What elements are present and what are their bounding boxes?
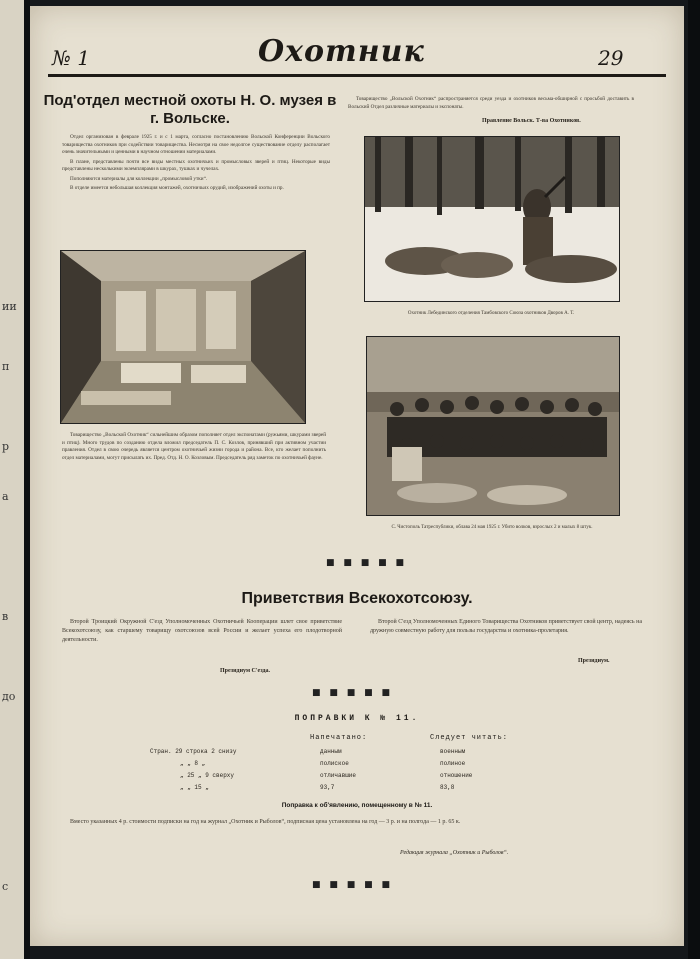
adjacent-page-text: в — [2, 610, 9, 623]
corr-read: 83,8 — [440, 784, 455, 791]
intro-text: Товарищество „Вольской Охотник“ распространяется среди уезда и охотников весьма-обширной с просьбой доставить в Вольский Отдел различные материалы и экспонаты. — [348, 96, 634, 110]
adjacent-page-text: а — [2, 490, 9, 503]
magazine-title: Охотник — [258, 34, 425, 69]
magazine-page — [30, 6, 684, 946]
correction2-title: Поправка к об'явлению, помещенному в № 11. — [281, 802, 433, 809]
article-paragraph: В отделе имеется небольшая коллекция монтажей, охотничьих орудий, изображений охоты и пр. — [70, 185, 284, 191]
corrections-title: ПОПРАВКИ К № 11. — [294, 714, 420, 723]
greeting-right-signature: Президиум. — [578, 658, 610, 664]
corr-printed: данным — [320, 748, 342, 755]
greeting-text: Второй С'езд Уполномоченных Единого Товарищества Охотников приветствует свой центр, надеясь на дружную совместную работу для пользы государства и охотника-пролетария. — [370, 619, 642, 634]
hunters-group-photo — [366, 336, 620, 516]
corr-read: отношение — [440, 772, 473, 779]
corr-page: „ 25 „ 9 сверху — [180, 772, 235, 779]
article-paragraph: Отдел организован в феврале 1925 г. и с 1 марта, согласно постановлению Вольской Конференции Вольского товарищества охотников при содействии товарищества. Несмотря на свое недолгое существование отделу располагает очень значительными и ценными в научном отношении материалами. — [62, 134, 330, 155]
adjacent-page-edge — [0, 0, 26, 959]
corr-page: „ „ 15 „ — [180, 784, 209, 791]
corr-page: Стран. 29 строка 2 снизу — [150, 748, 237, 755]
intro-signature: Правление Вольск. Т-ва Охотников. — [482, 118, 581, 124]
greeting-text: Второй Троицкий Окружной С'езд Уполномоченных Охотничьей Кооперации шлет свое приветствие Всекохотсоюзу, как старшему товарищу охотсоюзов всей России и желает успеха его плодотворной деятельности. — [62, 619, 342, 643]
adjacent-page-text: с — [2, 880, 9, 893]
article-paragraph: В плане, представлены почти все виды местных охотничьих и промысловых зверей и птиц. Некоторые виды представлены несколькими экземплярами в шкурах, тушках и чучелах. — [62, 158, 330, 172]
intro-right-text — [348, 96, 634, 113]
greeting-left — [62, 618, 342, 647]
hunter-wolves-photo — [364, 136, 620, 302]
correction2-signature: Редакция журнала „Охотник и Рыболов“. — [400, 850, 509, 856]
caption-text: Товарищество „Вольской Охотник“ сильнейшим образом пополняет отдел экспонатами (ружьями, шкурами зверей и птиц). Много трудов по созданию отдела вложил председатель П. С. Козлов, принявший при активном участии правления. Отдел в свою очередь является центром охотничьей жизни города и района. Все, кто желает пополнить отдел материалами, могут присылать их. Пред. Отд. Н. О. Козловым. Председатель ряд заметок по охотничьей фауне. — [62, 432, 326, 461]
correction2-text: Вместо указанных 4 р. стоимости подписки на год на журнал „Охотник и Рыболов“, подписная цена установлена на год — 3 р. и на полгода — 1 р. 65 к. — [70, 819, 461, 825]
corr-read: полиное — [440, 760, 466, 767]
section-separator: ■ ■ ■ ■ ■ — [312, 688, 393, 698]
greeting-left-signature: Президиум С'езда. — [220, 668, 271, 674]
page-number: 29 — [598, 46, 624, 70]
book-edge — [688, 0, 700, 959]
greeting-title: Приветствия Всекохотсоюзу. — [241, 590, 473, 607]
corr-read: военным — [440, 748, 466, 755]
section-separator: ■ ■ ■ ■ ■ — [326, 558, 407, 568]
corr-printed: отличавшие — [320, 772, 357, 779]
article-paragraph: Пополняются материалы для коллекции „промысловой утки“. — [70, 175, 208, 182]
adjacent-page-text: до — [2, 690, 16, 703]
adjacent-page-text: р — [2, 440, 10, 453]
photo-caption — [62, 432, 326, 464]
correction2-body — [62, 818, 652, 829]
corr-printed: полиское — [320, 760, 349, 767]
article-title: Под'отдел местной охоты Н. О. музея в г. Вольске. — [43, 92, 337, 127]
photo-caption: С. Чистополь Татреспублики, облава 24 мая 1925 г. Убито волков, взрослых 2 и малых 8 штук. — [391, 525, 593, 530]
adjacent-page-text: п — [2, 360, 10, 373]
museum-interior-photo — [60, 250, 306, 424]
col-header-read: Следует читать: — [430, 734, 509, 742]
header-rule — [48, 74, 666, 77]
col-header-printed: Напечатано: — [310, 734, 368, 742]
corr-page: „ „ 8 „ — [180, 760, 206, 767]
article-body — [62, 134, 330, 195]
greeting-right — [370, 618, 642, 638]
corr-printed: 93,7 — [320, 784, 335, 791]
photo-caption: Охотник Лебединского отделения Тамбовского Союза охотников Дворов А. Т. — [407, 311, 575, 316]
adjacent-page-text: ии — [2, 300, 17, 313]
section-separator: ■ ■ ■ ■ ■ — [312, 880, 393, 890]
issue-number: № 1 — [52, 46, 91, 70]
